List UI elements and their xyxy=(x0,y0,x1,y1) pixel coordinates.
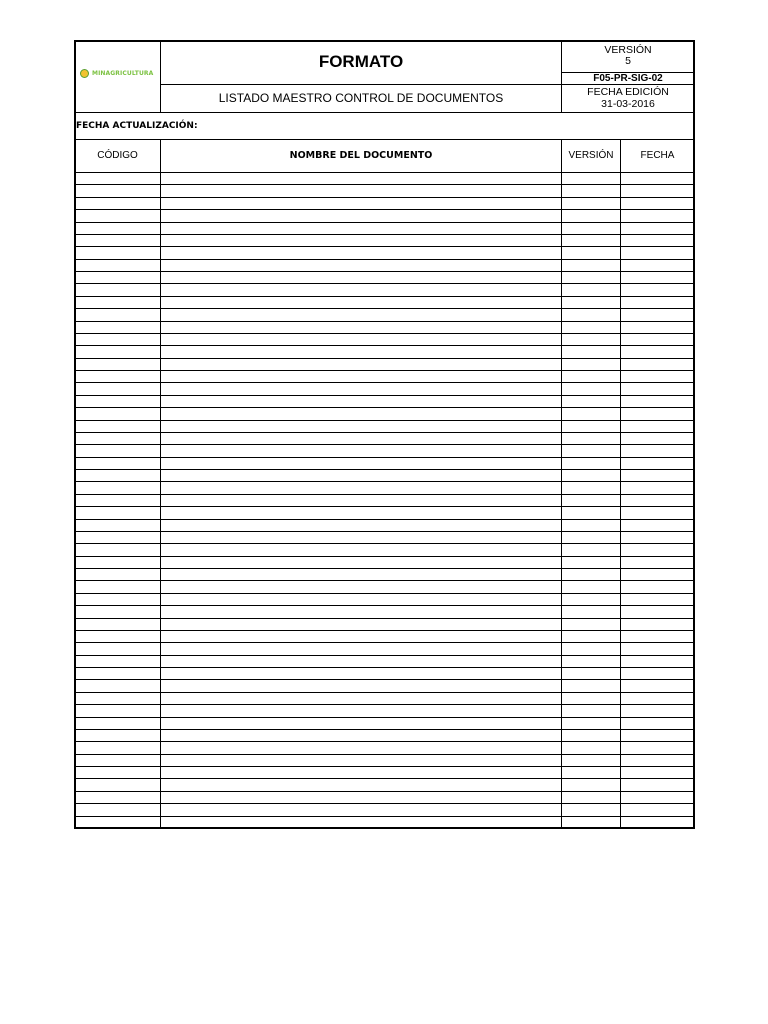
column-header-name: NOMBRE DEL DOCUMENTO xyxy=(289,150,433,161)
table-row xyxy=(74,568,695,569)
table-row xyxy=(74,296,695,297)
table-row xyxy=(74,259,695,260)
form-subtitle: LISTADO MAESTRO CONTROL DE DOCUMENTOS xyxy=(218,91,504,105)
table-row xyxy=(74,717,695,718)
header-divider xyxy=(74,112,695,113)
table-row xyxy=(74,642,695,643)
table-row xyxy=(74,704,695,705)
version-label: VERSIÓN xyxy=(604,44,652,56)
ministry-logo xyxy=(80,66,154,81)
table-row xyxy=(74,667,695,668)
table-row xyxy=(74,184,695,185)
table-row xyxy=(74,246,695,247)
table-row xyxy=(74,395,695,396)
table-row xyxy=(74,531,695,532)
table-row xyxy=(74,172,695,173)
table-row xyxy=(74,729,695,730)
column-header-date: FECHA xyxy=(640,150,675,161)
table-row xyxy=(74,222,695,223)
table-row xyxy=(74,308,695,309)
table-row xyxy=(74,444,695,445)
table-row xyxy=(74,382,695,383)
table-row xyxy=(74,630,695,631)
column-divider xyxy=(160,139,161,828)
edition-date-label: FECHA EDICIÓN xyxy=(587,86,669,98)
table-row xyxy=(74,358,695,359)
table-row xyxy=(74,234,695,235)
table-row xyxy=(74,321,695,322)
table-row xyxy=(74,605,695,606)
column-header-code: CÓDIGO xyxy=(97,150,138,161)
table-row xyxy=(74,692,695,693)
form-title: FORMATO xyxy=(318,52,404,71)
column-divider xyxy=(561,139,562,828)
table-row xyxy=(74,754,695,755)
table-row xyxy=(74,481,695,482)
table-row xyxy=(74,420,695,421)
table-row xyxy=(74,803,695,804)
table-row xyxy=(74,494,695,495)
table-row xyxy=(74,655,695,656)
table-row xyxy=(74,283,695,284)
section-divider xyxy=(74,139,695,140)
table-row xyxy=(74,432,695,433)
table-row xyxy=(74,519,695,520)
table-row xyxy=(74,618,695,619)
logo-text: MINAGRICULTURA xyxy=(92,70,154,77)
table-row xyxy=(74,778,695,779)
table-row xyxy=(74,679,695,680)
table-row xyxy=(74,556,695,557)
column-header-version: VERSIÓN xyxy=(568,150,614,161)
table-row xyxy=(74,271,695,272)
seal-icon xyxy=(80,69,89,78)
table-row xyxy=(74,469,695,470)
table-row xyxy=(74,816,695,817)
table-row xyxy=(74,580,695,581)
table-row xyxy=(74,345,695,346)
table-row xyxy=(74,370,695,371)
table-row xyxy=(74,457,695,458)
table-row xyxy=(74,593,695,594)
table-row xyxy=(74,506,695,507)
table-row xyxy=(74,197,695,198)
column-divider xyxy=(620,139,621,828)
table-row xyxy=(74,741,695,742)
table-row xyxy=(74,333,695,334)
version-value: 5 xyxy=(625,55,631,67)
table-row xyxy=(74,209,695,210)
table-row xyxy=(74,791,695,792)
header-divider xyxy=(160,84,694,85)
table-row xyxy=(74,407,695,408)
table-row xyxy=(74,543,695,544)
table-row xyxy=(74,766,695,767)
update-date-label: FECHA ACTUALIZACIÓN: xyxy=(76,121,198,131)
document-code: F05-PR-SIG-02 xyxy=(593,73,663,84)
edition-date-value: 31-03-2016 xyxy=(601,98,655,110)
